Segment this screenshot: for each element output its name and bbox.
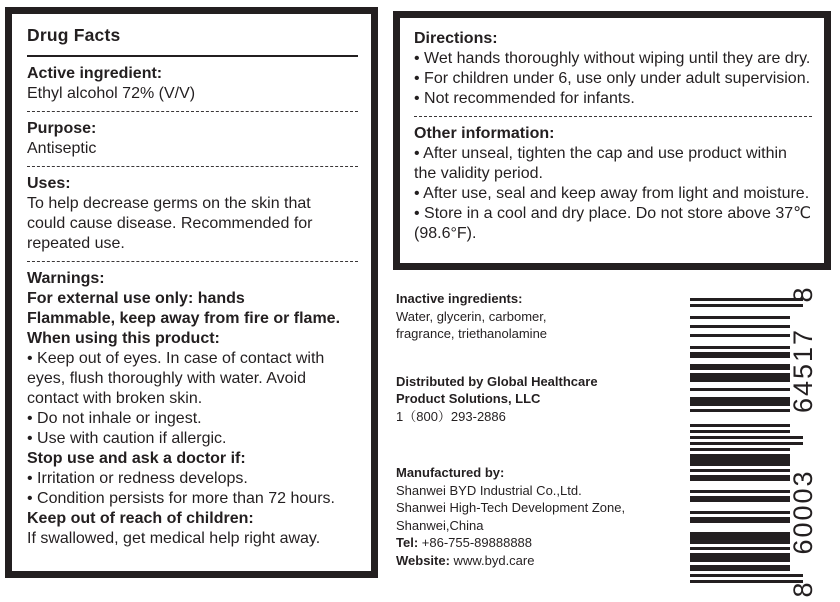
barcode-bar	[690, 499, 790, 502]
barcode-bar	[690, 454, 790, 457]
barcode-bar	[690, 409, 790, 412]
barcode-space	[690, 310, 790, 313]
text-line: • For children under 6, use only under adult supervision.	[414, 70, 811, 87]
barcode-bar	[690, 469, 790, 472]
barcode-bar	[690, 436, 803, 439]
text-line: • Irritation or redness develops.	[27, 470, 248, 487]
barcode-bar	[690, 460, 790, 463]
barcode-space	[690, 427, 790, 430]
barcode-space	[690, 340, 790, 343]
text-line: Shanwei BYD Industrial Co.,Ltd.	[396, 482, 582, 498]
barcode-bar	[690, 388, 790, 391]
text-line: fragrance, triethanolamine	[396, 326, 548, 341]
text-line: • Use with caution if allergic.	[27, 430, 227, 447]
text-line: could cause disease. Recommended for	[27, 215, 313, 232]
text-line: For external use only: hands	[27, 290, 245, 307]
barcode-bar	[690, 490, 790, 493]
text-line: • After unseal, tighten the cap and use product within	[414, 145, 787, 162]
barcode-space	[690, 412, 790, 415]
section-active-ingredient	[27, 57, 358, 111]
barcode-space	[690, 385, 790, 388]
text-line: 1（800）293-2886	[396, 408, 506, 424]
barcode-bar	[690, 376, 790, 379]
barcode-space	[690, 550, 790, 553]
barcode-space	[690, 472, 790, 475]
barcode-space	[690, 382, 790, 385]
section-directions	[414, 22, 812, 116]
text-line: Website: www.byd.care	[396, 552, 535, 568]
barcode-space	[690, 505, 790, 508]
barcode-space	[690, 337, 790, 340]
barcode-space	[690, 526, 790, 529]
barcode-space	[690, 313, 790, 316]
text-line: Stop use and ask a doctor if:	[27, 450, 246, 467]
barcode-space	[690, 394, 790, 397]
barcode-bar	[690, 517, 790, 520]
barcode-space	[690, 319, 790, 322]
barcode-bar	[690, 304, 803, 307]
barcode-space	[690, 523, 790, 526]
barcode-bar	[690, 559, 790, 562]
barcode-bar	[690, 457, 790, 460]
barcode-bar	[690, 298, 803, 301]
barcode-bar	[690, 511, 790, 514]
barcode-bar	[690, 364, 790, 367]
barcode-space	[690, 343, 790, 346]
barcode-bar	[690, 448, 790, 451]
text-line: Water, glycerin, carbomer,	[396, 308, 547, 324]
barcode-bar	[690, 535, 790, 538]
barcode-space	[690, 418, 790, 421]
barcode-space	[690, 421, 790, 424]
barcode-bar	[690, 478, 790, 481]
barcode-space	[690, 466, 790, 469]
text-line: • After use, seal and keep away from light and moisture.	[414, 185, 810, 202]
barcode-bar	[690, 532, 790, 535]
barcode-bar	[690, 325, 790, 328]
text-line: Tel: +86-755-89888888	[396, 535, 533, 550]
barcode-bar	[690, 475, 790, 478]
barcode-space	[690, 391, 790, 394]
text-line: • Do not inhale or ingest.	[27, 410, 202, 427]
text-line: Active ingredient:	[27, 65, 163, 82]
barcode-bar	[690, 379, 790, 382]
section-purpose	[27, 111, 358, 166]
barcode-bar	[690, 553, 790, 556]
text-line: To help decrease germs on the skin that	[27, 195, 311, 212]
section-warnings	[27, 261, 358, 556]
text-line: Manufactured by:	[396, 465, 505, 480]
text-line: • Not recommended for infants.	[414, 90, 635, 107]
company-info-panel	[396, 290, 696, 569]
barcode-digit-last: 8	[788, 285, 818, 303]
text-line: Other information:	[414, 125, 555, 142]
barcode-digits-right: 64517	[788, 327, 818, 414]
drug-facts-panel	[5, 7, 378, 578]
barcode-bar	[690, 538, 790, 541]
text-line: Shanwei High-Tech Development Zone,	[396, 500, 626, 515]
barcode-space	[690, 577, 803, 580]
drug-facts-title: Drug Facts	[27, 25, 121, 45]
barcode-space	[690, 349, 790, 352]
barcode-bar	[690, 574, 803, 577]
barcode-bar	[690, 541, 790, 544]
barcode-space	[690, 328, 790, 331]
barcode-space	[690, 487, 790, 490]
barcode-digit-first: 8	[788, 580, 818, 598]
text-line: Uses:	[27, 175, 71, 192]
text-line: Shanwei,China	[396, 517, 484, 533]
text-line: If swallowed, get medical help right away.	[27, 530, 321, 547]
text-line: Purpose:	[27, 120, 97, 137]
text-line: contact with broken skin.	[27, 390, 203, 407]
text-line: • Condition persists for more than 72 hours.	[27, 490, 335, 507]
barcode-bar	[690, 403, 790, 406]
section-uses	[27, 166, 358, 261]
barcode-space	[690, 493, 790, 496]
barcode-space	[690, 406, 790, 409]
text-line: • Wet hands thoroughly without wiping until they are dry.	[414, 50, 811, 67]
barcode-space	[690, 508, 790, 511]
barcode-space	[690, 361, 790, 364]
barcode-bar	[690, 373, 790, 376]
barcode-bar	[690, 442, 803, 445]
barcode-bar	[690, 352, 790, 355]
barcode-space	[690, 322, 790, 325]
text-line: Distributed by Global Healthcare	[396, 373, 598, 389]
barcode-space	[690, 301, 803, 304]
text-line: Flammable, keep away from fire or flame.	[27, 310, 341, 327]
barcode-space	[690, 331, 790, 334]
barcode-space	[690, 370, 790, 373]
barcode-bar	[690, 367, 790, 370]
barcode-bar	[690, 355, 790, 358]
barcode-bars	[690, 298, 803, 583]
barcode-bar	[690, 400, 790, 403]
barcode-space	[690, 544, 790, 547]
barcode-space	[690, 484, 790, 487]
barcode-space	[690, 358, 790, 361]
barcode-bar	[690, 547, 790, 550]
barcode-bar	[690, 463, 790, 466]
text-line: Warnings:	[27, 270, 105, 287]
barcode-space	[690, 514, 790, 517]
inactive-ingredients-block	[396, 290, 696, 343]
barcode-space	[690, 529, 790, 532]
barcode-space	[690, 562, 790, 565]
barcode-bar	[690, 334, 790, 337]
text-line: Keep out of reach of children:	[27, 510, 254, 527]
text-line: Directions:	[414, 30, 498, 47]
manufacturer-block	[396, 464, 696, 569]
text-line: repeated use.	[27, 235, 125, 252]
section-other-information	[414, 116, 812, 251]
text-line: When using this product:	[27, 330, 220, 347]
text-line: • Keep out of eyes. In case of contact with	[27, 350, 325, 367]
barcode-bar	[690, 316, 790, 319]
barcode-bar	[690, 496, 790, 499]
barcode	[690, 285, 822, 598]
barcode-bar	[690, 430, 790, 433]
barcode-bar	[690, 556, 790, 559]
barcode-space	[690, 439, 803, 442]
distributor-block	[396, 373, 696, 426]
barcode-space	[690, 415, 790, 418]
text-line: eyes, flush thoroughly with water. Avoid	[27, 370, 306, 387]
barcode-space	[690, 445, 803, 448]
barcode-space	[690, 481, 790, 484]
text-line: Antiseptic	[27, 140, 97, 157]
barcode-bar	[690, 568, 790, 571]
text-line: Inactive ingredients:	[396, 291, 523, 306]
barcode-space	[690, 433, 803, 436]
barcode-space	[690, 571, 790, 574]
text-line: Product Solutions, LLC	[396, 391, 541, 406]
barcode-space	[690, 451, 790, 454]
barcode-space	[690, 502, 790, 505]
barcode-bar	[690, 424, 790, 427]
text-line: Ethyl alcohol 72% (V/V)	[27, 85, 196, 102]
barcode-bar	[690, 346, 790, 349]
barcode-bar	[690, 520, 790, 523]
text-line: (98.6°F).	[414, 225, 477, 242]
barcode-space	[690, 307, 790, 310]
barcode-bar	[690, 565, 790, 568]
barcode-digits-left: 60003	[788, 469, 818, 555]
barcode-bar	[690, 580, 803, 583]
text-line: • Store in a cool and dry place. Do not store above 37℃	[414, 205, 812, 222]
barcode-bar	[690, 397, 790, 400]
directions-panel	[393, 11, 831, 270]
text-line: the validity period.	[414, 165, 543, 182]
